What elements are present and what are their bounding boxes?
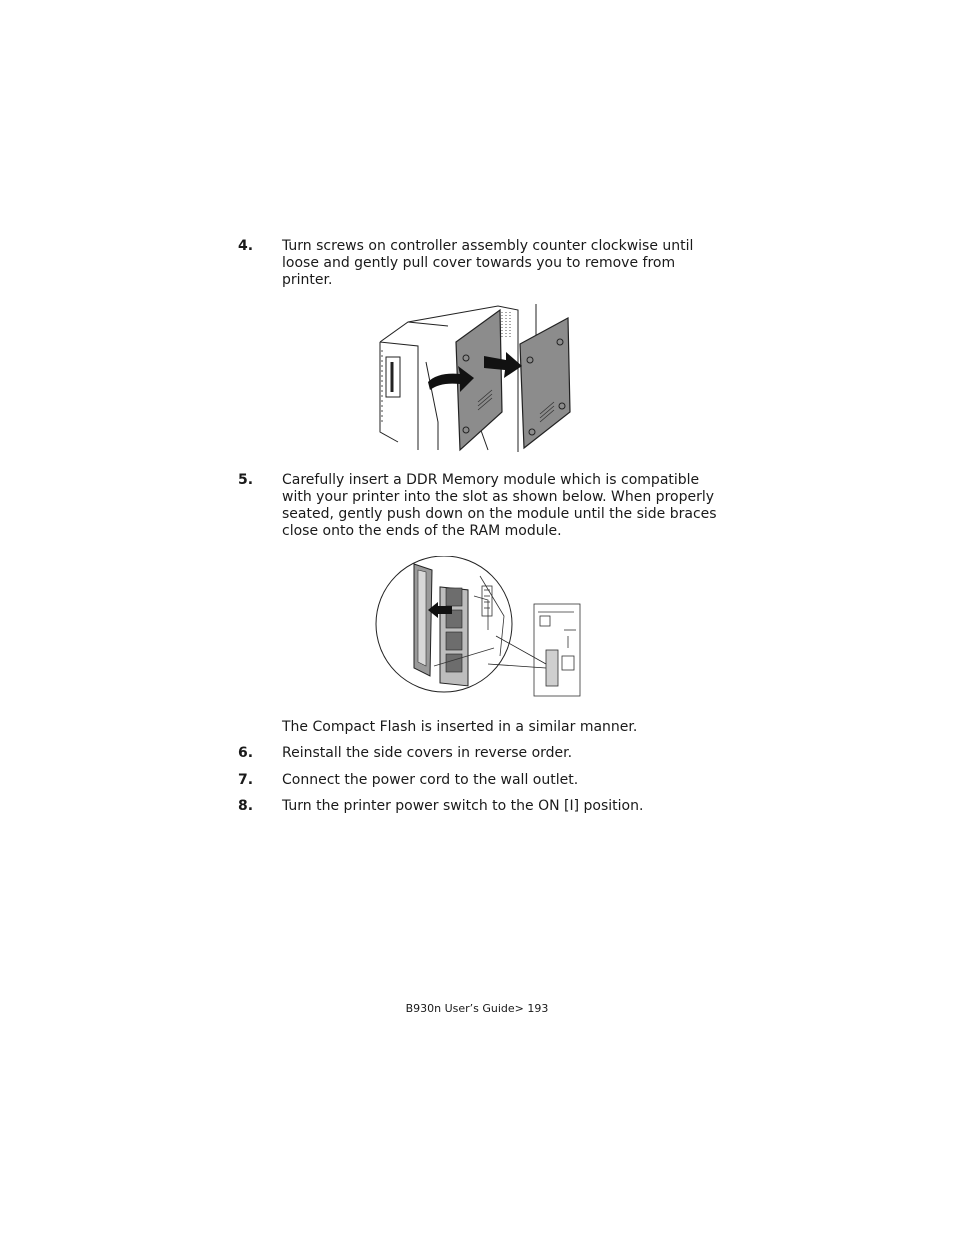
page-footer: B930n User’s Guide> 193 (405, 1002, 549, 1015)
step-number: 5. (238, 472, 254, 488)
step-text: Carefully insert a DDR Memory module which is compatible with your printer into the slot as shown below. When properly seated, gently push down on the module until the side braces close onto the ends of the RAM module. (282, 472, 717, 539)
step-text: Turn screws on controller assembly counter clockwise until loose and gently pull cover towards you to remove from printer. (282, 238, 694, 288)
controller-cover-removal-illustration (378, 302, 574, 452)
memory-module-insertion-illustration (374, 556, 582, 698)
step-number: 6. (238, 745, 254, 761)
compact-flash-note: The Compact Flash is inserted in a similar manner. (282, 719, 638, 735)
step-text: Connect the power cord to the wall outlet. (282, 772, 579, 788)
step-number: 7. (238, 772, 254, 788)
step-text: Reinstall the side covers in reverse order. (282, 745, 573, 761)
step-number: 8. (238, 798, 254, 814)
step-number: 4. (238, 238, 254, 254)
step-text: Turn the printer power switch to the ON [I] position. (282, 798, 644, 814)
